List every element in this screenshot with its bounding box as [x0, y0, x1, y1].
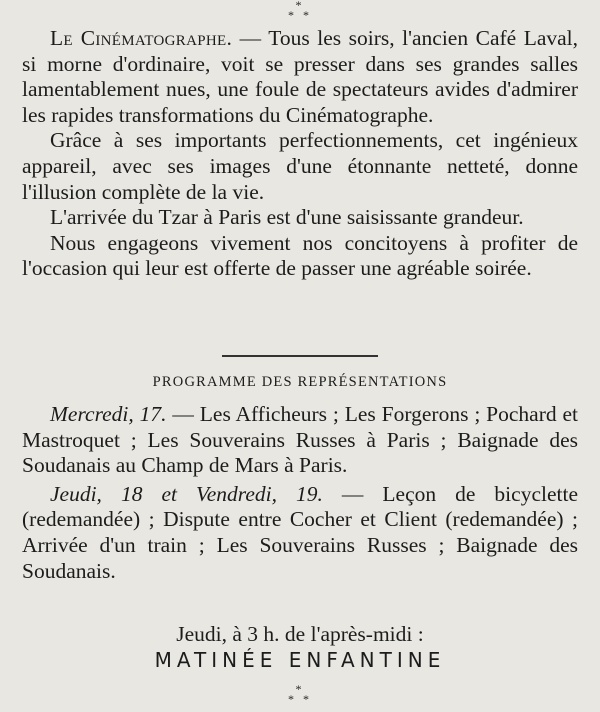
asterism-star: *: [295, 0, 305, 12]
article-paragraph: Nous engageons vivement nos concitoyens à profiter de l'occasion qui leur est offerte de passer une agréable soirée.: [22, 230, 578, 281]
top-asterism: [22, 0, 578, 20]
asterism-star: *: [303, 8, 312, 22]
newspaper-column: [22, 0, 578, 712]
article-paragraph: Grâce à ses importants perfectionnements, cet ingénieux appareil, avec ses images d'une étonnante netteté, donne l'illusion complète de la vie.: [22, 128, 578, 204]
asterism-stars-pair: [22, 10, 578, 20]
asterism-stars-pair: [22, 694, 578, 704]
article-paragraph: L'arrivée du Tzar à Paris est d'une saisissante grandeur.: [50, 205, 524, 230]
article-cinematographe: [22, 26, 578, 282]
program-date: Mercredi, 17.: [50, 402, 167, 426]
program-items: — Les Afficheurs ; Les Forgerons ; Pochard et Mastroquet ; Les Souverains Russes à Paris ; Baignade des Soudanais au Champ de Mars à Paris.: [22, 402, 579, 478]
section-divider: [222, 355, 378, 357]
program-date: Jeudi, 18 et Vendredi, 19.: [50, 481, 323, 506]
bottom-asterism: [22, 684, 578, 704]
program-entry: [22, 482, 578, 584]
asterism-star: *: [288, 692, 297, 706]
program-entry: [22, 402, 578, 479]
program-list: [22, 402, 578, 587]
program-items: — Leçon de bicyclette (redemandée) ; Dispute entre Cocher et Client (redemandée) ; Arrivée d'un train ; Les Souverains Russes ; Baignade des Soudanais.: [22, 481, 578, 583]
article-paragraph: [22, 26, 578, 128]
asterism-star: *: [295, 682, 305, 696]
asterism-star: *: [288, 8, 297, 22]
program-heading: PROGRAMME DES REPRÉSENTATIONS: [152, 374, 448, 390]
asterism-star: *: [303, 692, 312, 706]
matinee-time: Jeudi, à 3 h. de l'après-midi :: [176, 622, 424, 646]
matinee-title: MATINÉE ENFANTINE: [154, 648, 446, 672]
article-lead-text: — Tous les soirs, l'ancien Café Laval, si morne d'ordinaire, voit se presser dans ses grandes salles lamentablement nues, une foule de spectateurs avides d'admirer les rapides transformations du Cinématographe.: [22, 26, 579, 127]
article-title: Le Cinématographe.: [50, 26, 233, 50]
